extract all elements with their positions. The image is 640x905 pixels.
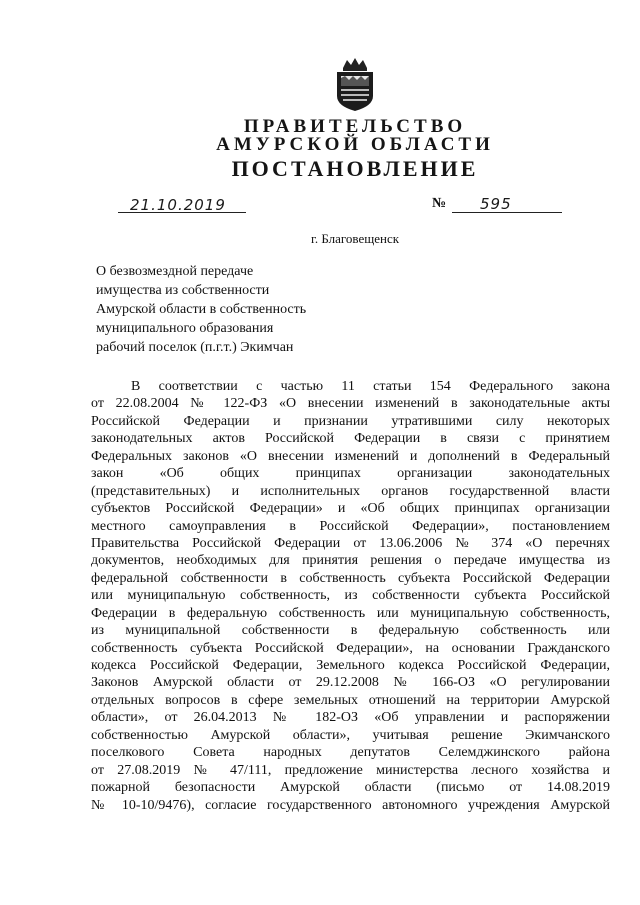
body-line: Правительства Российской Федерации от 13.06.2006 № 374 «О перечнях: [91, 535, 610, 551]
body-line: Законов Амурской области от 29.12.2008 № 166-ОЗ «О регулировании: [91, 675, 610, 691]
body-line: отдельных вопросов в сфере земельных отношений на территории Амурской: [91, 692, 610, 708]
body-line: от 22.08.2004 № 122-ФЗ «О внесении изменений в законодательные акты: [91, 396, 610, 412]
body-line: из муниципальной собственности в федеральную собственность или: [91, 623, 610, 639]
document-body: [91, 378, 610, 814]
body-line: поселкового Совета народных депутатов Селемджинского района: [91, 745, 610, 761]
body-line: законодательных актов Российской Федерации в связи с принятием: [91, 431, 610, 447]
body-line: В соответствии с частью 11 статьи 154 Федерального закона: [131, 379, 610, 394]
body-line: кодекса Российской Федерации, Земельного кодекса Российской Федерации,: [91, 658, 610, 673]
document-number: 595: [480, 195, 512, 213]
subject-line: О безвозмездной передаче: [96, 264, 254, 279]
body-line: области», от 26.04.2013 № 182-ОЗ «Об управлении и распоряжении: [91, 710, 610, 726]
body-line: субъектов Российской Федерации» и «Об общих принципах организации: [91, 501, 610, 517]
document-date: 21.10.2019: [130, 196, 226, 214]
body-line: пожарной безопасности Амурской области (письмо от 14.08.2019: [91, 780, 610, 796]
body-line: собственностью Амурской области», учитывая решение Экимчанского: [91, 727, 610, 743]
subject-line: рабочий поселок (п.г.т.) Экимчан: [96, 340, 294, 355]
body-line: или муниципальную собственность, из собственности субъекта Российской: [91, 588, 610, 604]
body-line: № 10-10/9476), согласие государственного автономного учреждения Амурской: [91, 797, 610, 813]
subject-line: имущества из собственности: [96, 283, 270, 298]
subject-line: муниципального образования: [96, 321, 274, 336]
body-line: от 27.08.2019 № 47/111, предложение министерства лесного хозяйства и: [91, 762, 610, 778]
body-line: местного самоуправления в Российской Федерации», постановлением: [91, 518, 610, 534]
body-line: Российской Федерации и признании утратившими силу некоторых: [91, 413, 610, 429]
body-line: закон «Об общих принципах организации законодательных: [91, 466, 610, 482]
organization-name-line2: АМУРСКОЙ ОБЛАСТИ: [216, 134, 494, 155]
issuing-city: г. Благовещенск: [310, 231, 400, 246]
document-subject: [96, 262, 396, 357]
document-type-title: ПОСТАНОВЛЕНИЕ: [231, 156, 479, 181]
body-line: федеральной собственности в собственность субъекта Российской Федерации: [91, 570, 610, 586]
body-line: Федерации в федеральную собственность или муниципальную собственность,: [91, 605, 610, 621]
coat-of-arms-icon: [333, 56, 377, 112]
body-line: собственность субъекта Российской Федерации», на основании Гражданского: [91, 640, 610, 656]
number-sign: №: [432, 196, 447, 211]
subject-line: Амурской области в собственность: [96, 302, 307, 317]
body-line: Федеральных законов «О внесении изменений и дополнений в Федеральный: [91, 448, 610, 464]
body-line: (представительных) и исполнительных органов государственной власти: [91, 483, 610, 499]
organization-name-line1: ПРАВИТЕЛЬСТВО: [243, 116, 467, 137]
body-line: документов, необходимых для принятия решения о передаче имущества из: [91, 553, 610, 569]
